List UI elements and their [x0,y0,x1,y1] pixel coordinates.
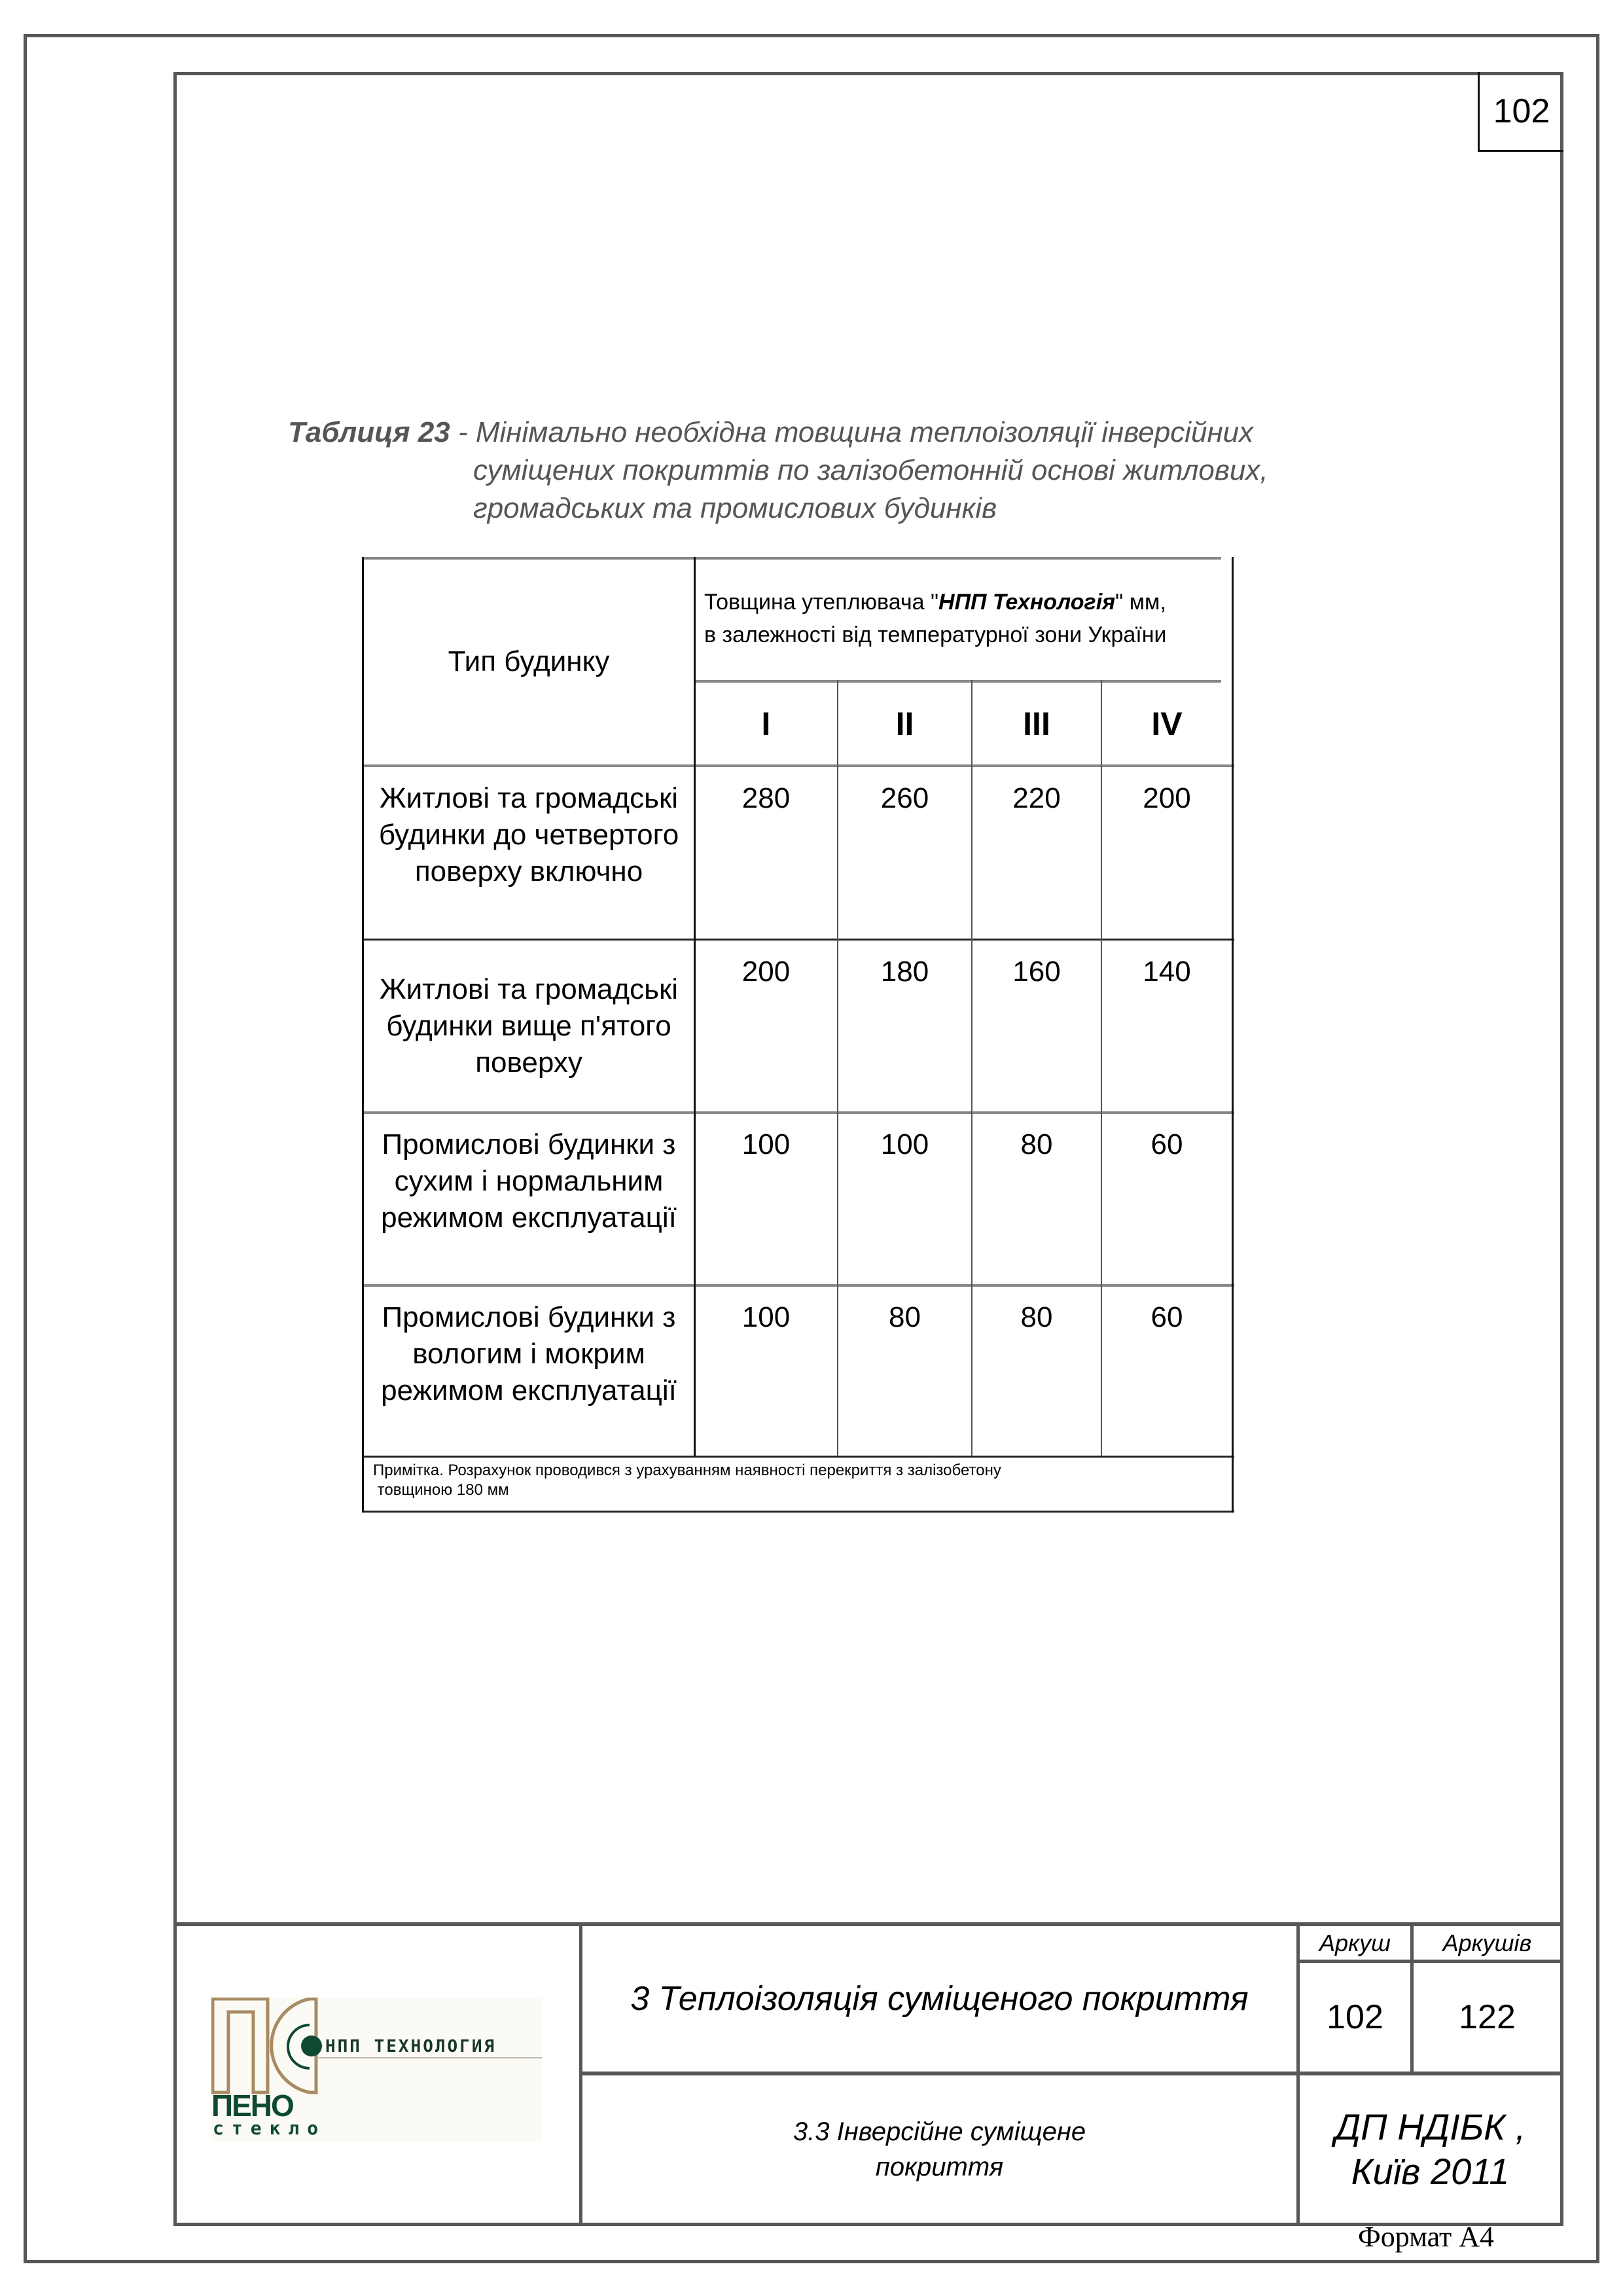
table-right-border [1232,557,1234,1513]
table-note-line-1: Примітка. Розрахунок проводився з урахуванням наявності перекриття з залізобетону [373,1462,1001,1479]
building-type-cell: Житлові та громадські будинки до четвертого поверху включно [378,782,679,888]
brand-name: НПП Технологія [938,590,1116,615]
header-type-cell: Тип будинку [448,645,610,677]
sheets-total: 122 [1459,1998,1516,2036]
table-bottom-border [363,1511,1234,1513]
value-cell: 260 [880,782,929,814]
format-label: Формат А4 [1358,2221,1495,2253]
value-cell: 100 [741,1128,791,1160]
table-caption: Таблиця 23 - Мінімально необхідна товщина теплоізоляції інверсійних суміщених покриттів по залізобетонній основі житлових, громадських та промислових будинків [288,414,1400,528]
sheet-label: Аркуш [1319,1929,1391,1956]
value-cell: 80 [1020,1301,1053,1333]
value-cell: 100 [741,1301,791,1333]
sheets-label: Аркушів [1442,1929,1532,1956]
value-cell: 140 [1143,956,1191,988]
zone-header-4: IV [1151,705,1183,742]
value-cell: 60 [1150,1301,1183,1333]
zone-header-3: III [1023,705,1050,742]
value-cell: 220 [1012,782,1061,814]
sheet-number: 102 [1327,1998,1383,2036]
company-logo [211,1998,542,2142]
zone-header-1: I [761,705,771,742]
value-cell: 80 [889,1301,921,1333]
value-cell: 80 [1020,1128,1053,1160]
value-cell: 180 [880,956,929,988]
caption-line-2: суміщених покриттів по залізобетонній основі житлових, [473,454,1268,486]
note-top-border [363,1456,1234,1458]
header-thickness-line-2: в залежності від температурної зони України [704,622,1167,647]
table-note-line-2: товщиною 180 мм [373,1481,509,1499]
value-cell: 280 [741,782,791,814]
organization: ДП НДІБК , Київ 2011 [1334,2106,1526,2192]
zone-header-2: II [895,705,914,742]
header-thickness-line-1: Товщина утеплювача "НПП Технологія" мм, [704,590,1166,615]
logo-company-name: НПП ТЕХНОЛОГИЯ [325,2037,497,2056]
value-cell: 200 [741,956,791,988]
building-type-cell: Житлові та громадські будинки вище п'ятого поверху [379,973,679,1079]
logo-brand-top: ПЕНО [211,2089,293,2123]
page-number: 102 [1493,92,1550,130]
value-cell: 60 [1150,1128,1183,1160]
section-title: 3 Теплоізоляція суміщеного покриття [630,1980,1249,2018]
subsection-title: 3.3 Інверсійне суміщене покриття [793,2117,1086,2181]
caption-line-1: Мінімально необхідна товщина теплоізоляції інверсійних [475,416,1254,448]
page-number-box [1478,72,1563,152]
building-type-cell: Промислові будинки з сухим і нормальним режимом експлуатації [381,1128,677,1234]
logo-brand-bottom: стекло [213,2117,327,2139]
value-cell: 100 [880,1128,929,1160]
building-type-cell: Промислові будинки з вологим і мокрим режимом експлуатації [381,1301,677,1407]
caption-line-3: громадських та промислових будинків [473,492,997,524]
caption-label: Таблиця 23 [288,416,450,448]
value-cell: 160 [1012,956,1061,988]
value-cell: 200 [1143,782,1191,814]
